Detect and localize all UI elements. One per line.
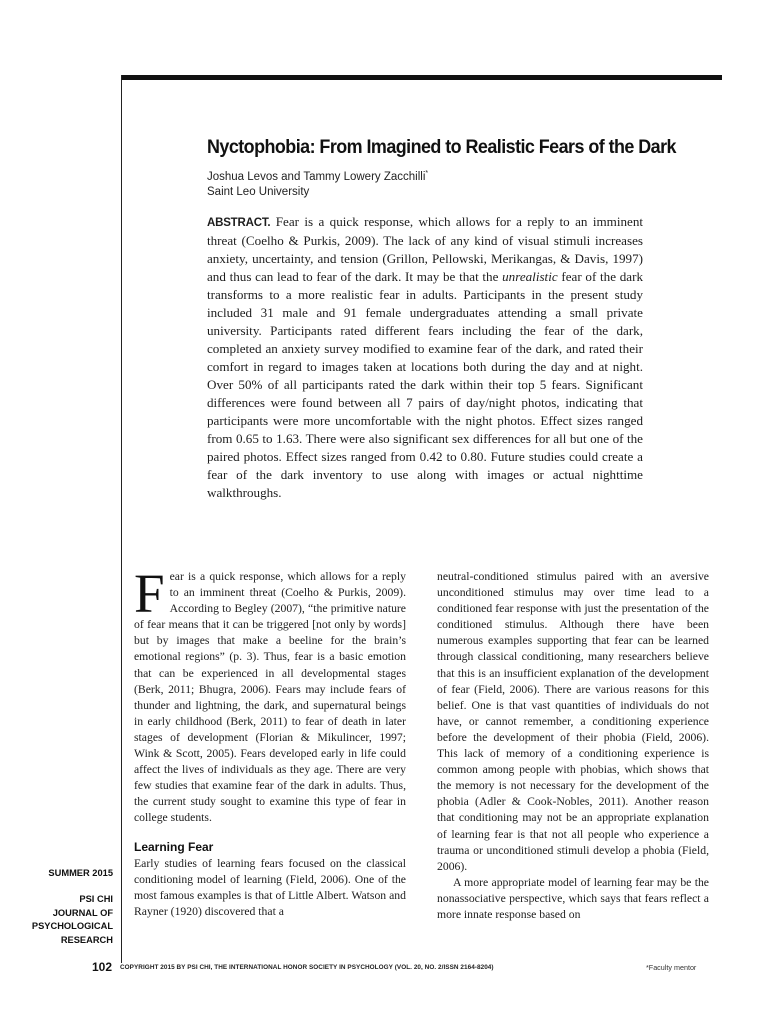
left-rule [121, 75, 122, 963]
abstract-text-b: fear of the dark transforms to a more realistic fear in adults. Participants in the present study included 31 male and 91 female undergraduates attending a small private university. Participants rated different fears including the fear of the dark, completed an anxiety survey modified to examine fear of the dark, and rated their comfort in regard to images taken at locations both during the day and at night. Over 50% of all participants rated the dark within their top 5 fears. Significant differences were found between all 7 pairs of day/night photos, indicating that participants were more uncomfortable with the night photos. Effect sizes ranged from 0.65 to 1.63. There were also significant sex differences for all but one of the paired photos. Effect sizes ranged from 0.42 to 0.80. Future studies could create a fear of the dark inventory to use along with images or actual nighttime walkthroughs. [207, 269, 643, 500]
abstract-emphasis: unrealistic [502, 269, 558, 284]
intro-text: ear is a quick response, which allows for a reply to an imminent threat (Coelho & Purkis, 2009). According to Begley (2007), “the primitive nature of fear means that it can be triggered [not only by words] but by images that make a beeline for the brain’s emotional regions” (p. 3). Thus, fear is a basic emotion that can be experienced in all developmental stages (Berk, 2011; Bhugra, 2006). Fears may include fears of thunder and lightning, the dark, and supernatural beings in early childhood (Berk, 2011) to fear of death in later stages of development (Florian & Mikulincer, 1997; Wink & Scott, 2005). Fears developed early in life could affect the lives of individuals as they age. There are very few studies that examine fear of the dark in adults. Thus, the current study sought to examine this type of fear in college students. [134, 570, 406, 825]
journal-line: PSYCHOLOGICAL [31, 921, 113, 931]
col2-paragraph-1: neutral-conditioned stimulus paired with an aversive unconditioned stimulus may over time lead to a conditioned fear response with just the presentation of the conditioned stimulus. Although there have been numerous examples supporting that fear can be learned through classical conditioning, many researchers believe that this is an insufficient explanation of the development of fear (Field, 2006). There are various reasons for this belief. One is that vast quantities of individuals do not have, or cannot remember, a conditioning experience before the development of their phobia (Field, 2006). This lack of memory of a conditioning experience is common among people with phobias, which shows that the memory is not necessary for the development of the phobia (Adler & Cook-Nobles, 2011). Another reason that conditioning may not be an appropriate explanation of learning fear is that not all people who experience a trauma or unconditioned stimuli develop a phobia (Field, 2006). [437, 570, 709, 873]
issue-label: SUMMER 2015 [48, 868, 113, 878]
drop-cap: F [134, 563, 165, 624]
author-footnote-mark: * [425, 170, 429, 177]
journal-name [32, 893, 113, 947]
journal-line: RESEARCH [60, 934, 113, 945]
section-heading: Learning Fear [134, 839, 214, 854]
intro-paragraph [134, 563, 406, 827]
body-column-right [437, 569, 709, 923]
journal-line: JOURNAL OF [52, 907, 113, 918]
abstract [207, 213, 643, 502]
author-list: Joshua Levos and Tammy Lowery Zacchilli [207, 170, 426, 183]
author-block [207, 166, 428, 200]
col2-paragraph-2: A more appropriate model of learning fear may be the nonassociative perspective, which says that fears reflect a more innate response based on [437, 875, 709, 921]
page-number: 102 [92, 960, 113, 974]
top-rule [121, 75, 722, 80]
body-column-left [134, 563, 406, 920]
learning-fear-paragraph: Early studies of learning fears focused on the classical conditioning model of learning (Field, 2006). One of the most famous examples is that of Little Albert. Watson and Rayner (1920) discovered that a [134, 856, 406, 918]
copyright-line: COPYRIGHT 2015 BY PSI CHI, THE INTERNATIONAL HONOR SOCIETY IN PSYCHOLOGY (VOL. 20, NO. 2/ISSN 2164-8204) [120, 964, 494, 971]
author-names [207, 166, 428, 185]
affiliation: Saint Leo University [207, 185, 310, 198]
footnote: *Faculty mentor [646, 963, 697, 972]
abstract-label: ABSTRACT. [207, 217, 271, 229]
abstract-text-a: Fear is a quick response, which allows for a reply to an imminent threat (Coelho & Purkis, 2009). The lack of any kind of visual stimuli increases anxiety, uncertainty, and tension (Grillon, Pellowski, Merikangas, & Davis, 1997) and thus can lead to fear of the dark. It may be that the [207, 214, 644, 284]
journal-line: PSI CHI [79, 894, 113, 904]
article-title: Nyctophobia: From Imagined to Realistic Fears of the Dark [207, 136, 676, 158]
